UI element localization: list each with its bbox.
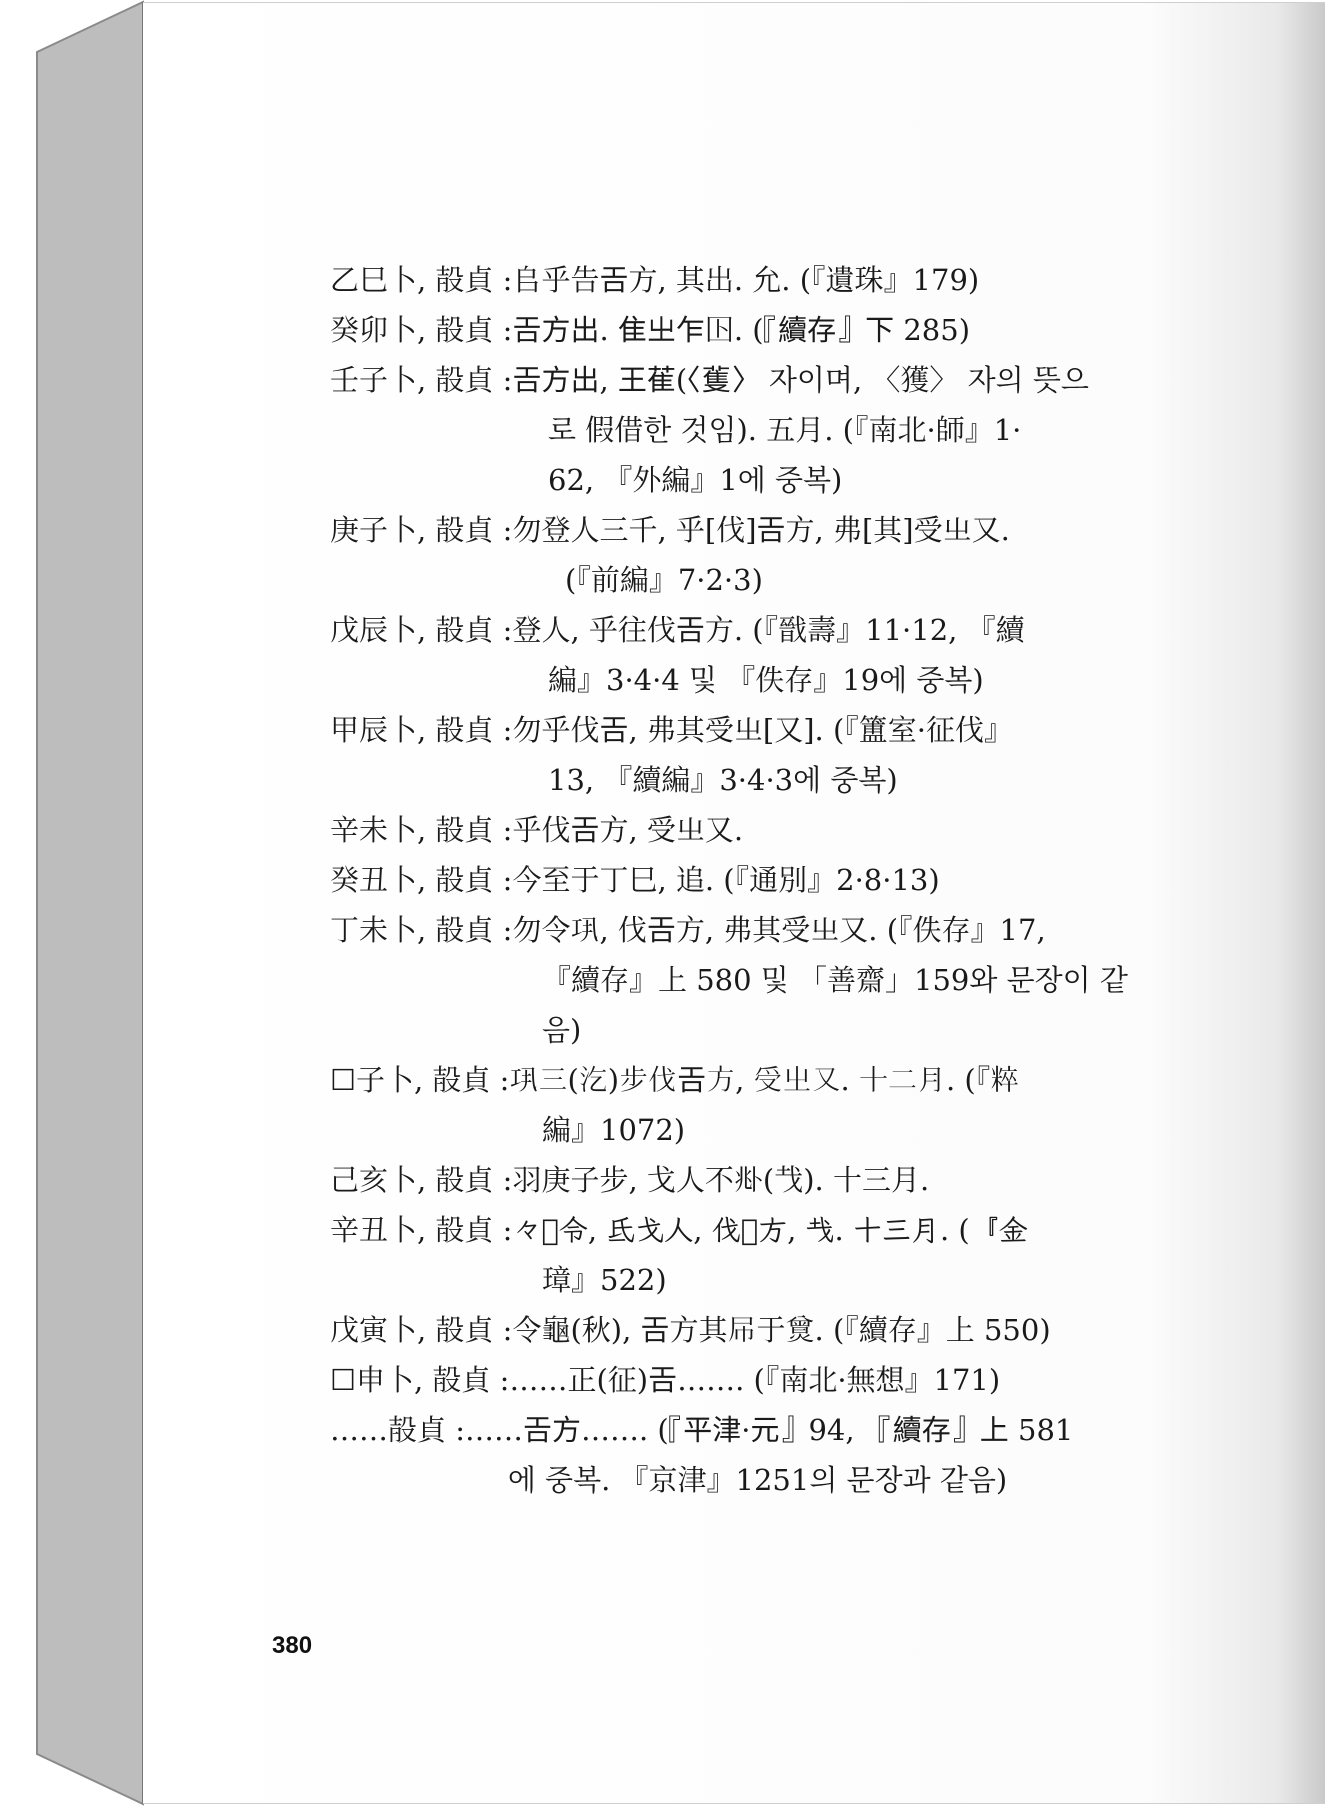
entry-text: 𢀜三(汔)步伐𢀛方, 受㞢又. 十二月. (『粹 [509, 1063, 1020, 1097]
entry-prefix: 戊寅卜, 㱿貞 : [330, 1313, 513, 1347]
entry-continuation [330, 555, 1185, 605]
entry-text: ……正(征)𢀛……. (『南北·無想』171) [509, 1363, 1001, 1397]
entry-text: 璋』522) [542, 1263, 667, 1297]
entry-prefix: 乙巳卜, 㱿貞 : [330, 263, 513, 297]
entry-text: 令龜(秋), 𢀛方其𡰯于𤎯. (『續存』上 550) [512, 1313, 1051, 1347]
entry [330, 505, 1185, 555]
entry-text: 編』3·4·4 및 『佚存』19에 중복) [548, 663, 984, 697]
entry-text: 勿登人三千, 乎[伐]𢀛方, 弗[其]受㞢又. [512, 513, 1010, 547]
entry-prefix: 己亥卜, 㱿貞 : [330, 1163, 513, 1197]
entry [330, 1405, 1185, 1455]
entry-continuation [330, 655, 1185, 705]
entry [330, 1305, 1185, 1355]
entry-prefix: 辛丑卜, 㱿貞 : [330, 1213, 513, 1247]
entry [330, 905, 1185, 955]
entry [330, 605, 1185, 655]
entry-text: 今至于丁巳, 追. (『通別』2·8·13) [512, 863, 940, 897]
page-number: 380 [272, 1632, 313, 1659]
entry-text: ……𢀛方……. (『平津·元』94, 『續存』上 581 [465, 1413, 1074, 1447]
entry [330, 805, 1185, 855]
entry-continuation [330, 755, 1185, 805]
entry-continuation [330, 455, 1185, 505]
entry [330, 705, 1185, 755]
entry-prefix: 庚子卜, 㱿貞 : [330, 513, 513, 547]
entry-prefix: 戊辰卜, 㱿貞 : [330, 613, 513, 647]
entry-prefix: 丁未卜, 㱿貞 : [330, 913, 513, 947]
entry-continuation [330, 1105, 1185, 1155]
entry-text: 𠚤𦏲令, 氐戈人, 伐𢀛方, 𢦏. 十三月. (『金 [512, 1213, 1028, 1247]
entry-text: 『續存』上 580 및 「善齋」159와 문장이 같 [542, 963, 1128, 997]
entry [330, 1355, 1185, 1405]
entry-text: 編』1072) [542, 1113, 686, 1147]
entry-prefix: 壬子卜, 㱿貞 : [330, 363, 513, 397]
entry-text: 음) [542, 1013, 582, 1047]
entry-continuation [330, 1005, 1185, 1055]
entry-text: 𠂤乎告𢀛方, 其出. 允. (『遺珠』179) [512, 263, 980, 297]
entry-text: 登人, 乎往伐𢀛方. (『戩壽』11·12, 『續 [512, 613, 1025, 647]
entry-text: 乎伐𢀛方, 受㞢又. [512, 813, 744, 847]
entry [330, 1055, 1185, 1105]
entry [330, 355, 1185, 405]
entry [330, 1205, 1185, 1255]
entry-prefix: 辛未卜, 㱿貞 : [330, 813, 513, 847]
entry-list [330, 255, 1185, 1505]
entry-text: 62, 『外編』1에 중복) [548, 463, 843, 497]
entry-text: 勿令𢀜, 伐𢀛方, 弗其受㞢又. (『佚存』17, [512, 913, 1046, 947]
entry-text: 勿乎伐𢀛, 弗其受㞢[又]. (『簠室·征伐』 [512, 713, 1013, 747]
entry-prefix: 甲辰卜, 㱿貞 : [330, 713, 513, 747]
entry-prefix: 癸丑卜, 㱿貞 : [330, 863, 513, 897]
entry-prefix: ……㱿貞 : [330, 1413, 465, 1447]
entry [330, 255, 1185, 305]
entry-text: 로 假借한 것임). 五月. (『南北·師』1· [548, 413, 1022, 447]
entry-continuation [330, 1255, 1185, 1305]
entry-text: 13, 『續編』3·4·3에 중복) [548, 763, 898, 797]
entry-text: (『前編』7·2·3) [565, 563, 763, 597]
entry [330, 305, 1185, 355]
entry-prefix: ☐子卜, 㱿貞 : [330, 1063, 510, 1097]
entry-continuation [330, 955, 1185, 1005]
entry-prefix: 癸卯卜, 㱿貞 : [330, 313, 513, 347]
entry [330, 855, 1185, 905]
entry-text: 에 중복. 『京津』1251의 문장과 같음) [507, 1463, 1008, 1497]
entry-text: 羽庚子步, 戈人不𠧞(𢦏). 十三月. [512, 1163, 930, 1197]
entry-text: 𢀛方出, 王萑(〈蒦〉 자이며, 〈獲〉 자의 뜻으 [512, 363, 1089, 397]
entry-text: 𢀛方出. 隹㞢乍𡆥. (『續存』下 285) [512, 313, 971, 347]
entry-continuation [330, 1455, 1185, 1505]
entry [330, 1155, 1185, 1205]
entry-prefix: ☐申卜, 㱿貞 : [330, 1363, 510, 1397]
entry-continuation [330, 405, 1185, 455]
